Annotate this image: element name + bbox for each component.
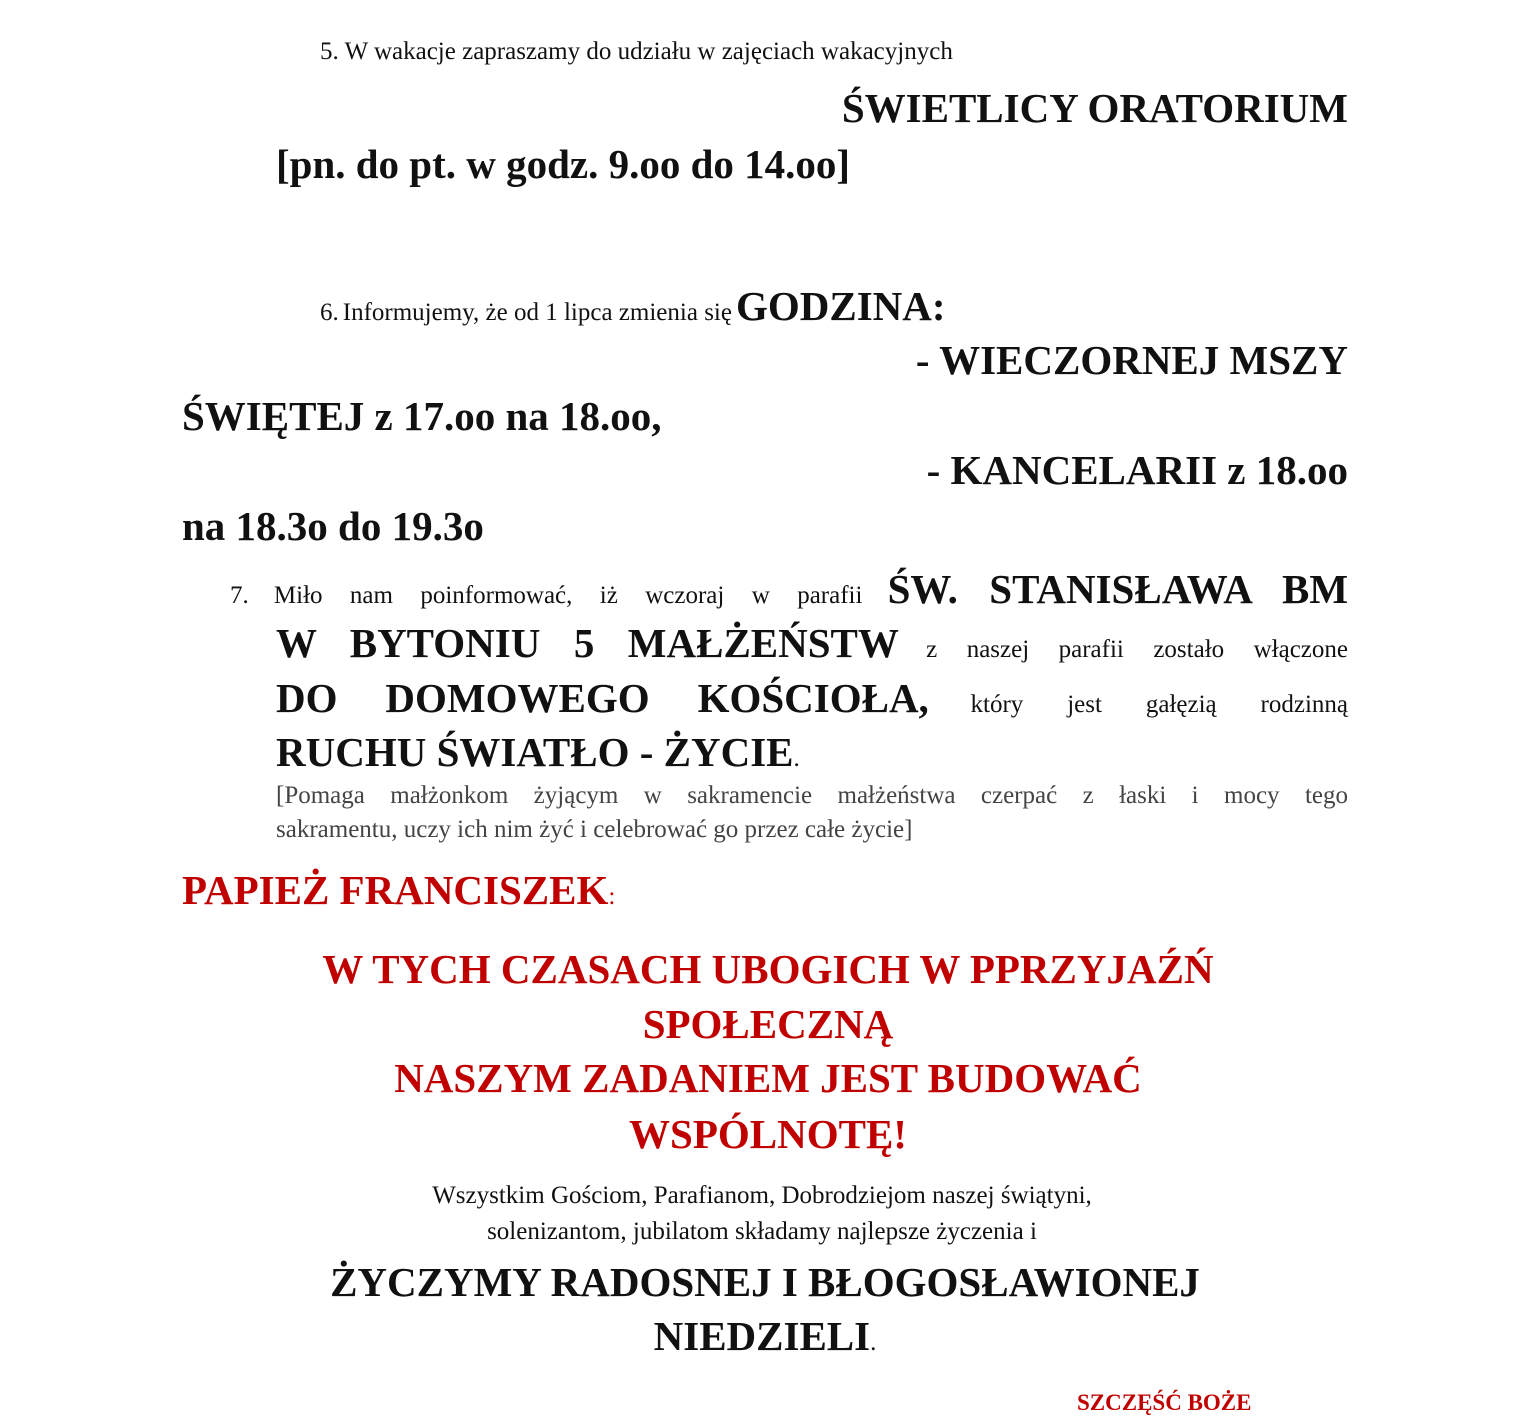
closing-big-line1: ŻYCZYMY RADOSNEJ I BŁOGOSŁAWIONEJ [330, 1259, 1200, 1305]
signoff: SZCZĘŚĆ BOŻE [1077, 1390, 1252, 1415]
pope-label: PAPIEŻ FRANCISZEK [182, 867, 609, 913]
item6-office-line: - KANCELARII z 18.oo [926, 447, 1348, 493]
item7-line4 [276, 728, 800, 776]
item7-domestic-church: DO DOMOWEGO KOŚCIOŁA, [276, 675, 929, 721]
item6-intro [320, 282, 946, 330]
item7-line2 [276, 619, 1348, 667]
item5-hours: [pn. do pt. w godz. 9.oo do 14.oo] [276, 141, 851, 187]
pope-quote-line4: WSPÓLNOTĘ! [629, 1111, 907, 1157]
pope-quote-line1: W TYCH CZASACH UBOGICH W PPRZYJAŹŃ [322, 946, 1214, 992]
pope-label-line [182, 866, 615, 914]
item5-intro-text: W wakacje zapraszamy do udziału w zajęciach wakacyjnych [344, 38, 953, 65]
wishes-line1: Wszystkim Gościom, Parafianom, Dobrodziejom naszej świątyni, [432, 1182, 1092, 1209]
item7-number: 7. [230, 582, 249, 609]
item7-line3 [276, 674, 1348, 722]
closing-big-line2 [0, 1312, 1530, 1360]
item7-note-line1: [Pomaga małżonkom żyjącym w sakramencie małżeństwa czerpać z łaski i mocy tego [276, 782, 1348, 809]
item6-intro-text: Informujemy, że od 1 lipca zmienia się [342, 299, 732, 326]
pope-quote-line3: NASZYM ZADANIEM JEST BUDOWAĆ [394, 1055, 1142, 1101]
pope-colon: : [608, 883, 616, 910]
item5-heading: ŚWIETLICY ORATORIUM [841, 85, 1348, 131]
item7-text3: który jest gałęzią rodzinną [970, 691, 1349, 718]
wishes-line2: solenizantom, jubilatom składamy najlepsze życzenia i [487, 1218, 1037, 1245]
item6-mass-times: ŚWIĘTEJ z 17.oo na 18.oo, [182, 393, 662, 439]
item6-office-times: na 18.3o do 19.3o [182, 503, 484, 549]
item7-note-line2: sakramentu, uczy ich nim żyć i celebrować go przez całe życie] [276, 816, 913, 843]
item7-intro: Miło nam poinformować, iż wczoraj w parafii [273, 582, 863, 609]
item7-marriages: W BYTONIU 5 MAŁŻEŃSTW [276, 620, 899, 666]
item5-intro [320, 38, 953, 66]
closing-sunday: NIEDZIELI [653, 1313, 871, 1359]
item7-movement: RUCHU ŚWIATŁO - ŻYCIE [276, 729, 794, 775]
item6-number: 6. [320, 299, 339, 326]
item7-parish-name: ŚW. STANISŁAWA BM [887, 566, 1349, 612]
item7-period: . [793, 745, 800, 772]
item6-mass-line: - WIECZORNEJ MSZY [915, 337, 1348, 383]
pope-quote-line2: SPOŁECZNĄ [642, 1001, 894, 1047]
item7-text2: z naszej parafii zostało włączone [926, 636, 1348, 663]
item7-line1 [230, 565, 1348, 613]
item6-heading: GODZINA: [735, 283, 946, 329]
closing-period: . [870, 1329, 877, 1356]
item5-number: 5. [320, 38, 339, 65]
